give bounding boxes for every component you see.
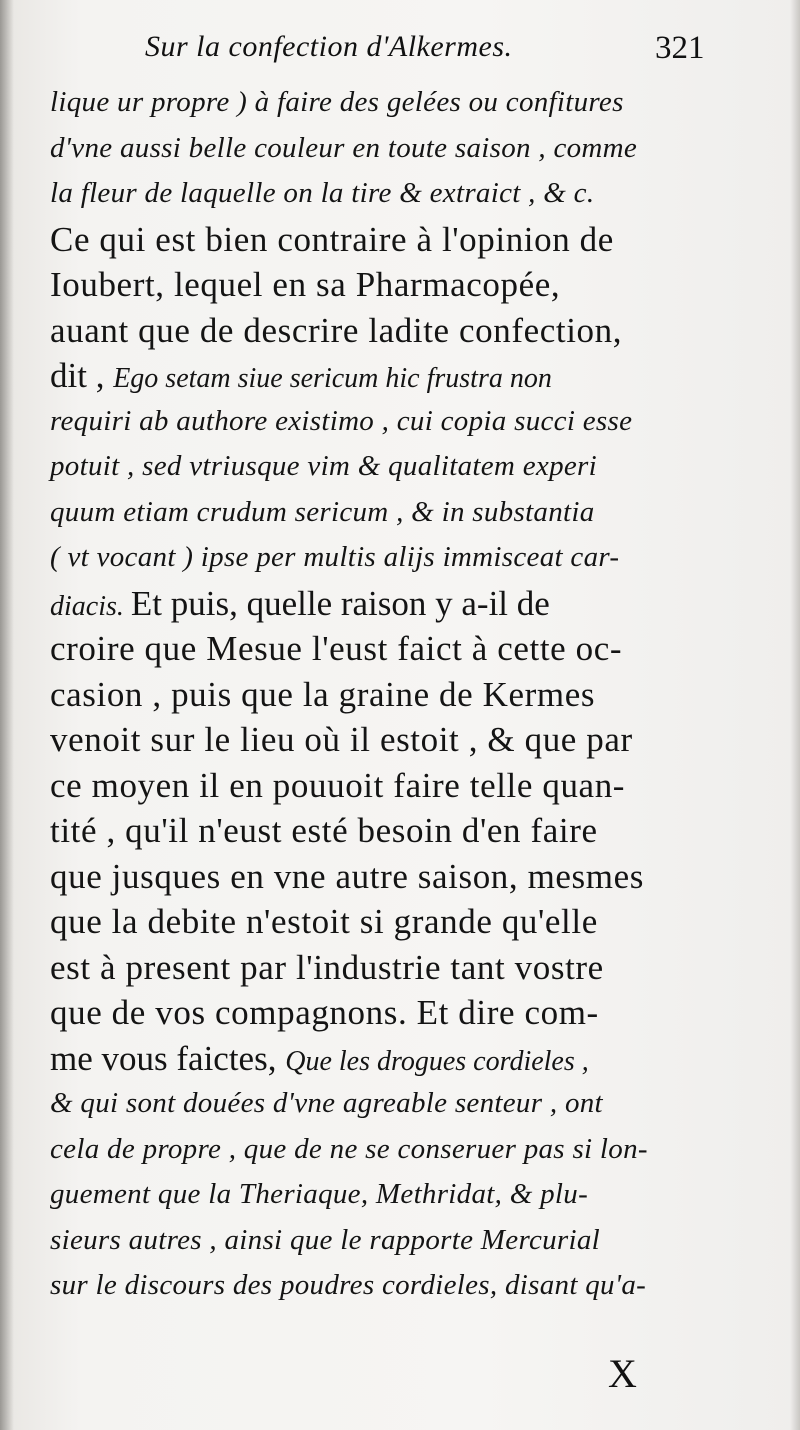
text-line: Ioubert, lequel en sa Pharmacopée, — [50, 265, 561, 304]
text-line: auant que de descrire ladite confection, — [50, 310, 623, 350]
text-line: d'vne aussi belle couleur en toute saison , comme — [50, 131, 638, 164]
text-line: sieurs autres , ainsi que le rapporte Mercurial — [50, 1223, 601, 1256]
body-text — [50, 80, 770, 1309]
text-line: sur le discours des poudres cordieles, disant qu'a- — [50, 1269, 647, 1301]
text-line: Ce qui est bien contraire à l'opinion de — [50, 219, 614, 259]
text-line: ( vt vocant ) ipse per multis alijs immisceat car- — [50, 541, 620, 573]
text-line: venoit sur le lieu où il estoit , & que par — [50, 720, 633, 759]
roman-text: Et puis, quelle raison y a-il de — [130, 583, 550, 623]
text-line: potuit , sed vtriusque vim & qualitatem experi — [50, 450, 597, 482]
running-head — [145, 30, 745, 80]
text-line: & qui sont douées d'vne agreable senteur , ont — [50, 1087, 603, 1119]
page-edge — [790, 0, 800, 1430]
text-line: quum etiam crudum sericum , & in substantia — [50, 495, 595, 528]
text-line: est à present par l'industrie tant vostre — [50, 947, 604, 987]
text-line: ce moyen il en pouuoit faire telle quan- — [50, 765, 626, 805]
text-line: la fleur de laquelle on la tire & extraict , & c. — [50, 177, 595, 209]
text-line: que jusques en vne autre saison, mesmes — [50, 856, 644, 896]
spine-shadow — [0, 0, 14, 1430]
page-number: 321 — [655, 30, 705, 66]
italic-text: Ego setam siue sericum hic frustra non — [113, 363, 552, 394]
text-line: tité , qu'il n'eust esté besoin d'en faire — [50, 811, 598, 850]
italic-text: diacis. — [50, 590, 131, 622]
text-line: cela de propre , que de ne se conseruer pas si lon- — [50, 1132, 648, 1165]
text-line — [50, 353, 770, 399]
signature-mark: X — [608, 1351, 637, 1396]
text-line: croire que Mesue l'eust faict à cette oc- — [50, 629, 623, 668]
roman-text: dit , — [50, 356, 114, 395]
italic-text: Que les drogues cordieles , — [285, 1045, 589, 1077]
roman-text: me vous faictes, — [50, 1038, 286, 1078]
text-line — [50, 1036, 770, 1082]
text-line: casion , puis que la graine de Kermes — [50, 674, 596, 714]
text-line: lique ur propre ) à faire des gelées ou confitures — [50, 86, 624, 118]
text-line: guement que la Theriaque, Methridat, & plu- — [50, 1178, 589, 1210]
text-line — [50, 581, 770, 627]
running-title: Sur la confection d'Alkermes. — [145, 30, 513, 63]
text-line: que de vos compagnons. Et dire com- — [50, 993, 599, 1032]
text-line: requiri ab authore existimo , cui copia succi esse — [50, 404, 633, 437]
text-line: que la debite n'estoit si grande qu'elle — [50, 902, 598, 941]
